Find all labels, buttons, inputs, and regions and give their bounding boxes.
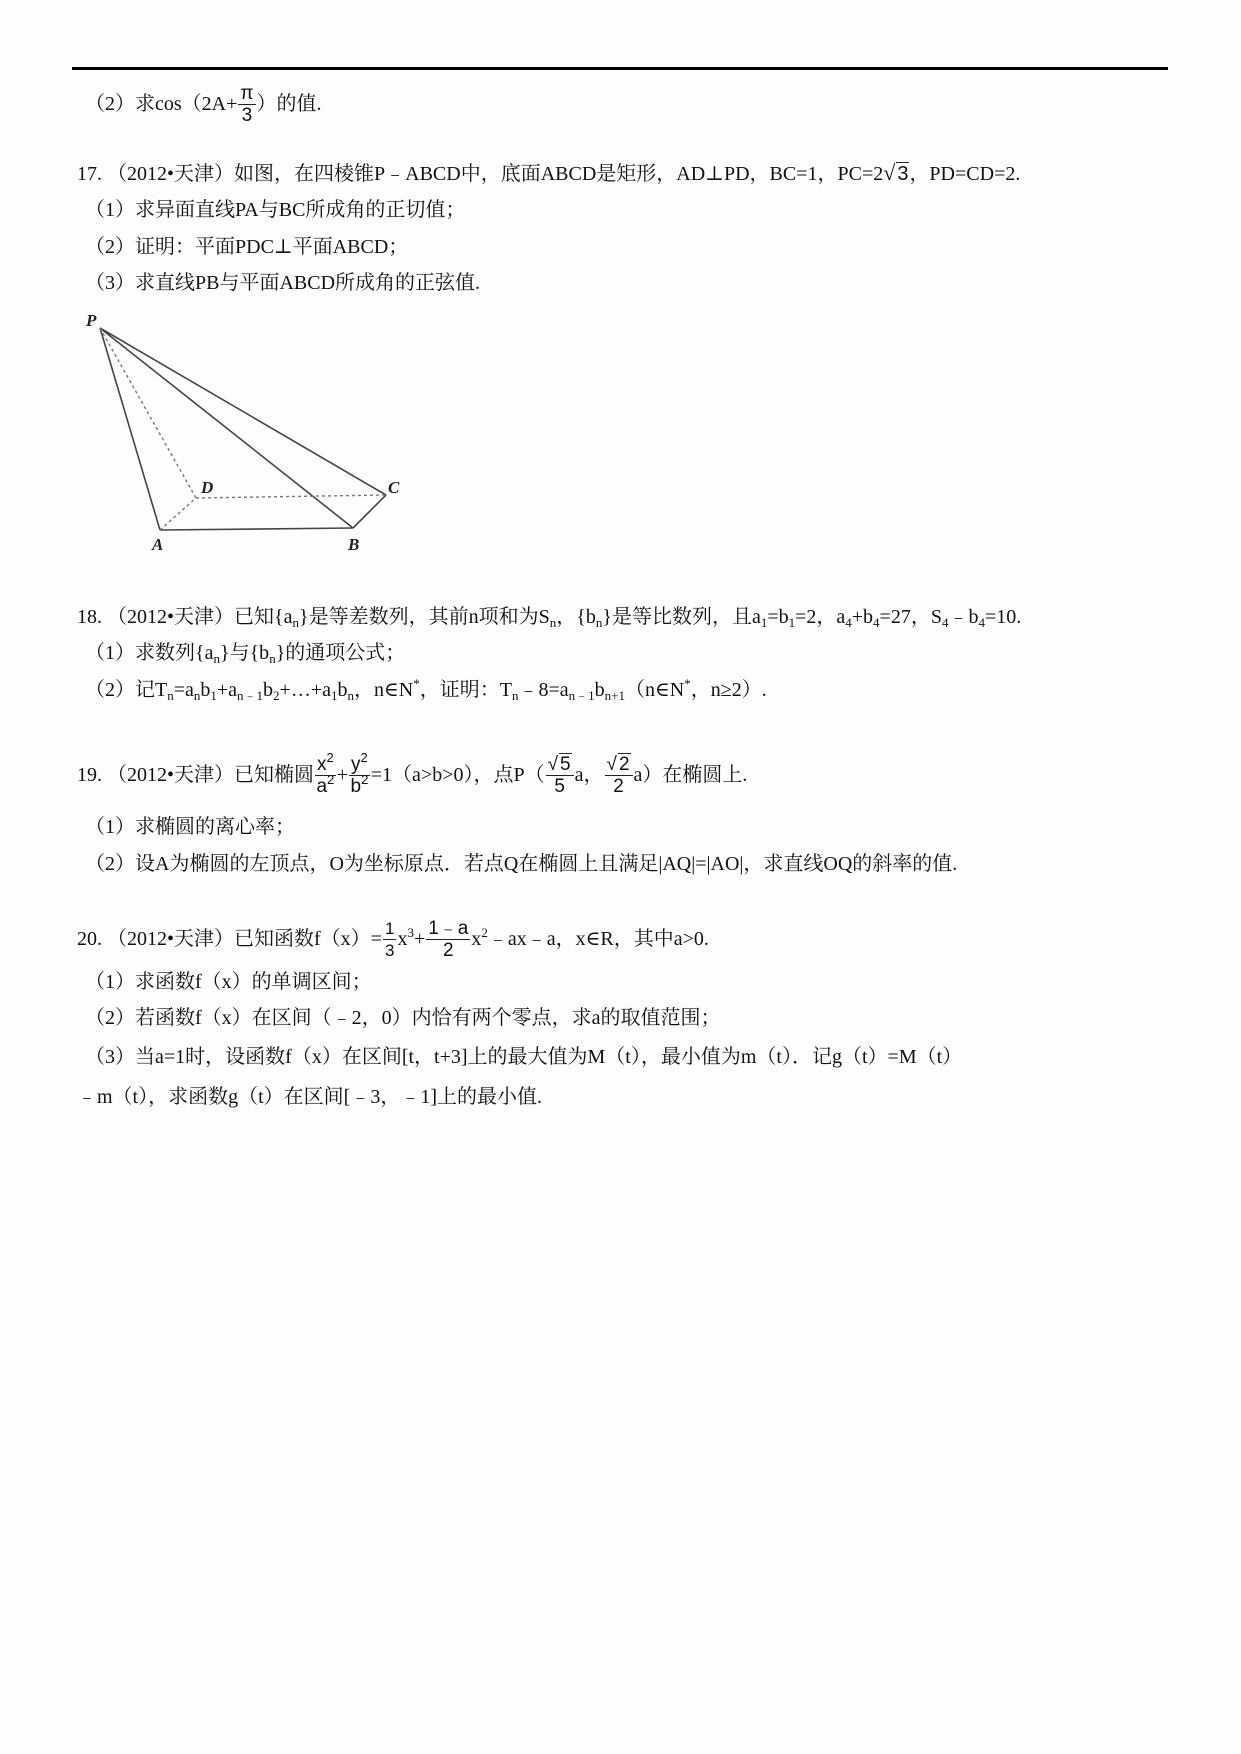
subscript: n bbox=[347, 688, 354, 703]
text: （2）记T bbox=[85, 679, 168, 701]
question-source: （2012•天津） bbox=[107, 928, 235, 950]
fraction-denominator: 3 bbox=[241, 105, 253, 126]
superscript: 3 bbox=[407, 925, 414, 940]
text: }是等差数列，其前n项和为S bbox=[299, 606, 550, 628]
subscript: n bbox=[292, 615, 299, 630]
subscript: n bbox=[595, 615, 603, 630]
text: }与{b bbox=[219, 642, 270, 664]
q20-part3: （3）当a=1时，设函数f（x）在区间[t，t+3]上的最大值为M（t），最小值为m（t）．记g（t）=M（t） bbox=[85, 1046, 963, 1068]
text: b bbox=[594, 679, 605, 701]
superscript: 2 bbox=[360, 749, 368, 765]
q17-part2: （2）证明：平面PDC⊥平面ABCD； bbox=[85, 236, 409, 258]
fraction-sqrt2-over-2: $\frac{√ 2}{2}$ bbox=[605, 755, 633, 798]
sqrt-radicand: 2 bbox=[618, 753, 630, 775]
fraction-numerator: π bbox=[240, 83, 254, 104]
text: x bbox=[471, 928, 482, 950]
header-rule bbox=[72, 67, 1168, 70]
subscript: n+1 bbox=[604, 688, 625, 703]
subscript: n bbox=[193, 688, 201, 703]
q20-part3-continuation: ﹣m（t），求函数g（t）在区间[﹣3，﹣1]上的最小值. bbox=[77, 1086, 542, 1108]
text: }是等比数列，且a bbox=[602, 606, 761, 628]
q20-part1: （1）求函数f（x）的单调区间； bbox=[85, 971, 372, 993]
question-number: 17. bbox=[77, 163, 102, 185]
subscript: n bbox=[511, 688, 519, 703]
subscript: 1 bbox=[210, 688, 217, 703]
vertex-label-P: P bbox=[86, 311, 97, 330]
denominator: 5 bbox=[554, 775, 565, 797]
q16-part2-suffix: ）的值. bbox=[256, 93, 322, 116]
text: a， bbox=[574, 764, 604, 786]
text: +…+a bbox=[279, 679, 331, 701]
edge-DC-hidden bbox=[196, 495, 386, 498]
q18-part1 bbox=[85, 641, 405, 665]
q18-stem bbox=[77, 605, 1021, 629]
question-source: （2012•天津） bbox=[107, 163, 235, 185]
text: b bbox=[200, 679, 211, 701]
subscript: 1 bbox=[330, 688, 338, 703]
edge-AD-hidden bbox=[160, 498, 196, 530]
edge-PD-hidden bbox=[100, 328, 196, 498]
vertex-label-A: A bbox=[152, 535, 164, 550]
subscript: 4 bbox=[941, 615, 949, 630]
q18-part2 bbox=[85, 678, 767, 702]
numerator: 1 bbox=[384, 918, 395, 938]
subscript: 4 bbox=[873, 615, 880, 630]
text: b bbox=[263, 679, 274, 701]
subscript: 2 bbox=[273, 688, 280, 703]
subscript: n bbox=[549, 615, 557, 630]
text: =2，a bbox=[795, 606, 846, 628]
fraction-x2-over-a2 bbox=[315, 749, 336, 798]
denominator: 2 bbox=[443, 939, 454, 961]
subscript: n﹣1 bbox=[568, 688, 595, 703]
text: +a bbox=[216, 679, 238, 701]
pyramid-figure bbox=[70, 300, 410, 550]
text: b bbox=[337, 679, 348, 701]
sqrt-sign: √ bbox=[883, 160, 896, 185]
text: =a bbox=[173, 679, 194, 701]
subscript: 1 bbox=[760, 615, 768, 630]
superscript: * bbox=[413, 676, 420, 691]
fraction-sqrt5-over-5: $\frac{√ 5}{5}$ bbox=[546, 755, 574, 798]
text: }的通项公式； bbox=[275, 642, 406, 664]
superscript: 2 bbox=[327, 771, 335, 787]
q17-part1: （1）求异面直线PA与BC所成角的正切值； bbox=[85, 199, 466, 221]
q19-part1: （1）求椭圆的离心率； bbox=[85, 816, 295, 838]
subscript: 4 bbox=[845, 615, 852, 630]
text: ，n≥2）. bbox=[690, 679, 767, 701]
edge-AB bbox=[160, 528, 353, 530]
q17-stem-text: 如图，在四棱锥P﹣ABCD中，底面ABCD是矩形，AD⊥PD，BC=1，PC=2 bbox=[234, 163, 884, 185]
denominator: a bbox=[316, 775, 328, 797]
text: ﹣8=a bbox=[518, 679, 569, 701]
text: +b bbox=[851, 606, 874, 628]
text: ，n∈N bbox=[353, 679, 414, 701]
text: ﹣b bbox=[948, 606, 979, 628]
text: ﹣ax﹣a，x∈R，其中a>0. bbox=[487, 928, 709, 950]
pyramid-diagram bbox=[70, 300, 410, 550]
question-number: 18. bbox=[77, 606, 102, 628]
text: （1）求数列{a bbox=[85, 642, 214, 664]
superscript: * bbox=[684, 676, 691, 691]
plus-sign: + bbox=[336, 764, 349, 786]
text: 已知椭圆 bbox=[234, 764, 315, 786]
fraction-1-over-3 bbox=[383, 919, 396, 962]
sqrt-radicand: 5 bbox=[560, 753, 571, 775]
subscript: n﹣1 bbox=[237, 688, 264, 703]
text: ，{b bbox=[556, 606, 596, 628]
numerator: 1﹣a bbox=[428, 917, 469, 939]
text: 已知{a bbox=[234, 606, 293, 628]
vertex-label-B: B bbox=[348, 535, 360, 550]
q16-part2-prefix: （2）求cos（2A+ bbox=[85, 93, 238, 116]
subscript: n bbox=[269, 651, 276, 666]
text: =1（a>b>0），点P（ bbox=[370, 764, 545, 786]
denominator: 3 bbox=[384, 940, 395, 960]
text: + bbox=[413, 928, 426, 950]
text: （n∈N bbox=[624, 679, 685, 701]
q20-stem bbox=[77, 916, 709, 962]
vertex-label-C: C bbox=[388, 478, 400, 497]
q17-stem bbox=[77, 161, 1020, 186]
fraction-pi-over-3 bbox=[238, 84, 255, 127]
q16-part2 bbox=[85, 84, 322, 127]
text: =10. bbox=[984, 606, 1022, 628]
q19-part2: （2）设A为椭圆的左顶点，O为坐标原点．若点Q在椭圆上且满足|AQ|=|AO|，求直线OQ的斜率的值. bbox=[85, 853, 958, 875]
numerator: y bbox=[351, 753, 361, 775]
question-number: 19. bbox=[77, 764, 102, 786]
q20-part2: （2）若函数f（x）在区间（﹣2，0）内恰有两个零点，求a的取值范围； bbox=[85, 1007, 721, 1029]
subscript: n bbox=[167, 688, 174, 703]
superscript: 2 bbox=[481, 925, 488, 940]
text: =b bbox=[767, 606, 789, 628]
text: x bbox=[397, 928, 408, 950]
fraction-1-minus-a-over-2 bbox=[426, 919, 470, 962]
subscript: 1 bbox=[788, 615, 796, 630]
q19-stem bbox=[77, 749, 748, 798]
denominator: 2 bbox=[613, 775, 624, 797]
q17-part3: （3）求直线PB与平面ABCD所成角的正弦值. bbox=[85, 272, 481, 294]
edge-BC bbox=[353, 495, 386, 528]
text: 已知函数f（x）= bbox=[234, 928, 382, 950]
fraction-y2-over-b2 bbox=[349, 749, 370, 798]
q17-stem-text-end: ，PD=CD=2. bbox=[909, 163, 1021, 185]
question-number: 20. bbox=[77, 928, 102, 950]
vertex-label-D: D bbox=[201, 478, 214, 497]
subscript: n bbox=[213, 651, 220, 666]
question-source: （2012•天津） bbox=[107, 764, 235, 786]
superscript: 2 bbox=[326, 749, 334, 765]
subscript: 4 bbox=[978, 615, 985, 630]
sqrt-radicand: 3 bbox=[897, 163, 909, 185]
text: a）在椭圆上. bbox=[633, 764, 748, 786]
text: ，证明：T bbox=[419, 679, 512, 701]
question-source: （2012•天津） bbox=[107, 606, 235, 628]
text: =27，S bbox=[879, 606, 942, 628]
superscript: 2 bbox=[361, 771, 369, 787]
denominator: b bbox=[350, 775, 362, 797]
numerator: x bbox=[317, 753, 327, 775]
